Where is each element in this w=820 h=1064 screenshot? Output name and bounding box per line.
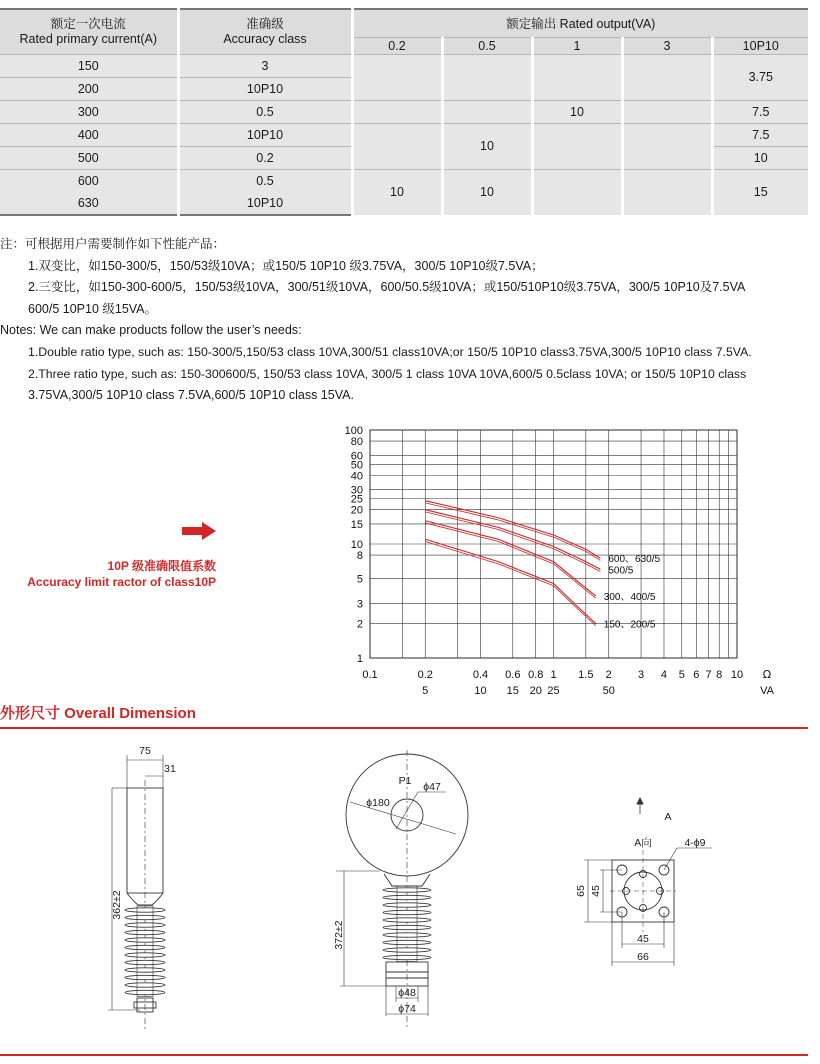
header-accuracy-class <box>178 9 352 54</box>
cell-empty <box>622 123 712 169</box>
series-label: 600、630/5 <box>608 554 661 566</box>
y-tick-label: 5 <box>356 573 363 586</box>
header-primary-cn: 额定一次电流 <box>50 16 126 31</box>
x-tick-label-va: 5 <box>422 685 429 697</box>
y-tick-label: 8 <box>356 550 363 563</box>
current-200: 200 <box>0 77 178 100</box>
class-500: 0.2 <box>178 146 352 169</box>
cell-empty <box>352 123 442 169</box>
x-tick-label-ohm: 1.5 <box>578 669 594 681</box>
x-tick-label-va: 25 <box>547 685 560 697</box>
x-tick-label-ohm: 2 <box>605 669 612 681</box>
insulator-shed <box>125 975 165 979</box>
x-tick-label-ohm: 7 <box>705 669 712 681</box>
insulator-shed <box>383 940 431 944</box>
insulator-shed <box>383 888 431 892</box>
current-150: 150 <box>0 54 178 77</box>
dim-height-362: 362±2 <box>111 890 123 920</box>
insulator-shed <box>383 895 431 899</box>
chart-caption-cn: 10P 级准确限值系数 <box>107 559 216 573</box>
x-tick-label-va: 50 <box>602 685 615 697</box>
x-tick-label-ohm: 10 <box>730 669 744 681</box>
header-class-en: Accuracy class <box>223 31 307 46</box>
dim-65: 65 <box>575 885 587 897</box>
current-600: 600 <box>0 169 178 192</box>
note-cn-title: 注：可根据用户需要制作如下性能产品： <box>0 237 226 251</box>
output-col-0: 0.2 <box>352 37 442 54</box>
cell-empty <box>352 100 442 123</box>
insulator-shed <box>125 923 165 927</box>
class-400: 10P10 <box>178 123 352 146</box>
x-tick-label-va: 15 <box>506 685 519 697</box>
x-unit-ohm: Ω <box>762 668 772 681</box>
rated-output-table <box>0 8 808 216</box>
x-tick-label-ohm: 5 <box>678 669 685 681</box>
dim-height-372: 372±2 <box>333 920 345 950</box>
dim-inner-31: 31 <box>164 763 176 775</box>
current-630: 630 <box>0 192 178 215</box>
note-en-1: 1.Double ratio type, such as: 150-300/5,150/53 class 10VA,300/51 class10VA;or 150/5 10P10 class3.75VA,300/5 10P10 class 7.5VA. <box>28 344 752 359</box>
bottom-divider <box>0 1054 808 1056</box>
note-cn-2a: 2.三变比，如150-300-600/5，150/53级10VA，300/51级10VA，600/50.5级10VA；或150/510P10级3.75VA，300/5 10P10及7.5VA <box>28 280 746 295</box>
y-tick-label: 50 <box>350 459 363 472</box>
note-en-2a: 2.Three ratio type, such as: 150-300600/5, 150/53 class 10VA, 300/5 1 class 10VA 10VA,600/5 0.5class 10VA; or 150/5 10P10 class <box>28 366 747 381</box>
insulator-shed <box>125 983 165 987</box>
x-tick-label-ohm: 0.8 <box>528 669 544 681</box>
cell-empty <box>442 100 532 123</box>
label-p1: P1 <box>398 775 412 787</box>
current-500: 500 <box>0 146 178 169</box>
output-col-1: 0.5 <box>442 37 532 54</box>
current-400: 400 <box>0 123 178 146</box>
header-primary-current <box>0 9 178 54</box>
right-arrow-icon <box>182 522 216 540</box>
x-tick-label-ohm: 6 <box>693 669 700 681</box>
dim-phi47: ϕ47 <box>423 781 441 793</box>
cell-empty <box>352 54 442 100</box>
cell-05-600-630: 10 <box>442 169 532 215</box>
y-tick-label: 10 <box>350 539 363 551</box>
label-a-direction: A向 <box>634 837 652 849</box>
y-tick-label: 3 <box>356 598 363 611</box>
insulator-shed <box>125 908 165 912</box>
series-label: 150、200/5 <box>603 619 656 631</box>
dim-phi48: ϕ48 <box>398 987 416 999</box>
dim-holes: 4-ϕ9 <box>684 837 706 849</box>
dimension-drawings <box>0 740 820 1030</box>
note-cn-1: 1.双变比，如150-300/5，150/53级10VA；或150/5 10P10 级3.75VA，300/5 10P10级7.5VA； <box>28 258 544 273</box>
y-tick-label: 80 <box>350 436 363 449</box>
insulator-shed <box>383 910 431 914</box>
cell-empty <box>442 54 532 100</box>
y-tick-label: 30 <box>350 484 363 497</box>
x-tick-label-ohm: 0.1 <box>362 669 378 681</box>
current-300: 300 <box>0 100 178 123</box>
cell-1-300: 10 <box>532 100 622 123</box>
cell-02-600-630: 10 <box>352 169 442 215</box>
insulator-shed <box>125 938 165 942</box>
label-view-a: A <box>664 811 672 823</box>
y-tick-label: 20 <box>350 504 363 517</box>
cell-10p10-150-200: 3.75 <box>712 54 808 100</box>
y-tick-label: 15 <box>350 518 363 531</box>
x-tick-label-ohm: 3 <box>637 669 645 681</box>
class-630: 10P10 <box>178 192 352 215</box>
notes-block <box>0 234 818 407</box>
class-150: 3 <box>178 54 352 77</box>
x-tick-label-va: 20 <box>529 685 542 697</box>
insulator-shed <box>125 915 165 919</box>
cell-10p10-500: 10 <box>712 146 808 169</box>
cell-empty <box>622 54 712 100</box>
x-unit-va: VA <box>760 685 774 697</box>
cell-empty <box>622 100 712 123</box>
insulator-shed <box>125 990 165 994</box>
cell-empty <box>532 54 622 100</box>
cell-10p10-600-630: 15 <box>712 169 808 215</box>
chart-caption-en: Accuracy limit ractor of class10P <box>27 575 216 589</box>
dim-phi180: ϕ180 <box>366 797 390 809</box>
x-tick-label-ohm: 4 <box>660 669 668 681</box>
cell-empty <box>532 123 622 169</box>
x-tick-label-ohm: 0.6 <box>505 669 521 681</box>
dim-45-vertical: 45 <box>590 885 602 897</box>
insulator-shed <box>383 933 431 937</box>
note-en-title: Notes: We can make products follow the user’s needs: <box>0 323 302 338</box>
class-600: 0.5 <box>178 169 352 192</box>
insulator-shed <box>125 960 165 964</box>
insulator-shed <box>383 925 431 929</box>
insulator-shed <box>125 945 165 949</box>
header-class-cn: 准确级 <box>246 16 284 31</box>
class-200: 10P10 <box>178 77 352 100</box>
y-tick-label: 40 <box>350 470 363 483</box>
x-tick-label-ohm: 1 <box>550 669 557 681</box>
insulator-shed <box>125 953 165 957</box>
dim-45-horizontal: 45 <box>637 933 649 945</box>
y-tick-label: 100 <box>344 425 363 437</box>
insulator-shed <box>125 968 165 972</box>
output-col-4: 10P10 <box>712 37 808 54</box>
output-col-3: 3 <box>622 37 712 54</box>
x-tick-label-va: 10 <box>474 685 487 697</box>
note-en-2b: 3.75VA,300/5 10P10 class 7.5VA,600/5 10P10 class 15VA. <box>28 388 354 403</box>
dimension-title: 外形尺寸 Overall Dimension <box>0 705 196 722</box>
header-primary-en: Rated primary current(A) <box>19 31 158 46</box>
cell-10p10-300: 7.5 <box>712 100 808 123</box>
x-tick-label-ohm: 8 <box>716 669 723 681</box>
dim-phi74: ϕ74 <box>398 1003 416 1015</box>
insulator-shed <box>383 948 431 952</box>
class-300: 0.5 <box>178 100 352 123</box>
series-label: 300、400/5 <box>603 591 656 603</box>
insulator-shed <box>125 930 165 934</box>
series-label: 500/5 <box>608 565 634 577</box>
cell-05-400-500: 10 <box>442 123 532 169</box>
insulator-shed <box>383 955 431 959</box>
note-cn-2b: 600/5 10P10 级15VA。 <box>28 301 158 316</box>
insulator-shed <box>383 903 431 907</box>
section-divider <box>0 727 808 729</box>
header-rated-output: 额定输出 Rated output(VA) <box>352 9 808 37</box>
cell-empty <box>532 169 622 215</box>
y-tick-label: 2 <box>356 618 363 631</box>
insulator-shed <box>383 918 431 922</box>
dim-66: 66 <box>637 951 649 963</box>
output-col-2: 1 <box>532 37 622 54</box>
dim-width-75: 75 <box>139 745 151 757</box>
y-tick-label: 60 <box>350 450 363 463</box>
y-tick-label: 25 <box>350 493 363 506</box>
accuracy-limit-chart <box>320 418 790 700</box>
x-tick-label-ohm: 0.4 <box>472 669 489 681</box>
y-tick-label: 1 <box>356 653 363 665</box>
cell-empty <box>622 169 712 215</box>
cell-10p10-400: 7.5 <box>712 123 808 146</box>
x-tick-label-ohm: 0.2 <box>417 669 433 681</box>
